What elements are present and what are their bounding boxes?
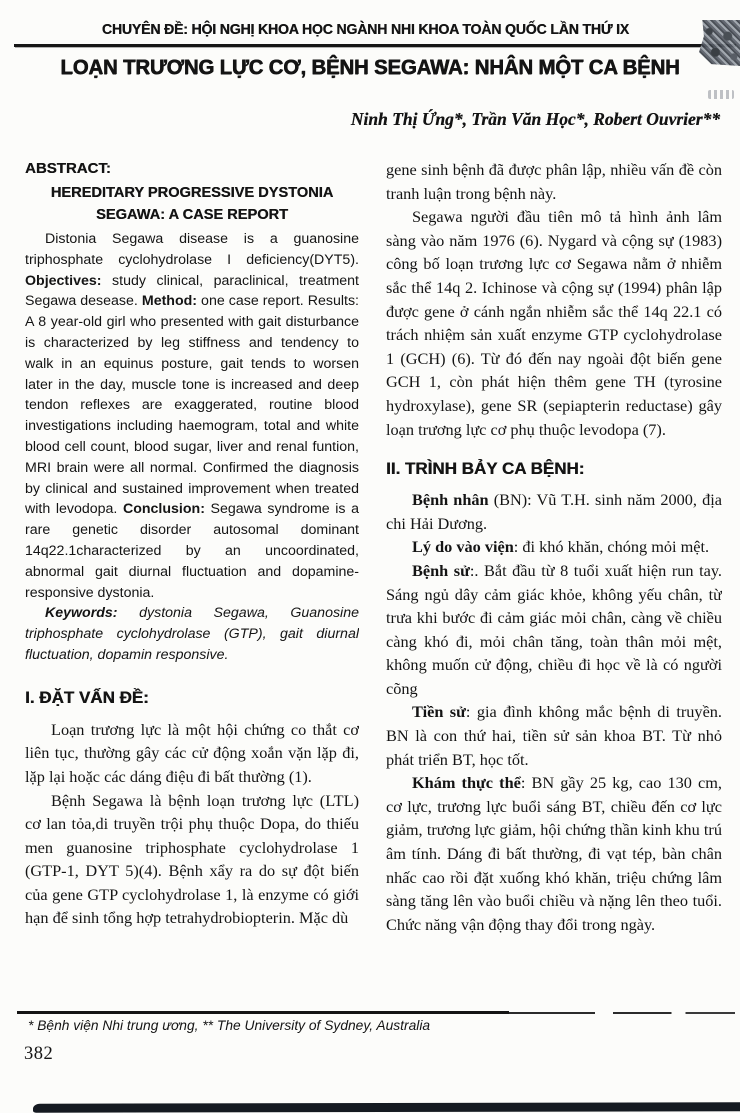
- abstract-title-line2: SEGAWA: A CASE REPORT: [96, 207, 288, 223]
- article-body: [25, 158, 722, 1010]
- intro-paragraph-2: Bệnh Segawa là bệnh loạn trương lực (LTL) cơ lan tỏa,di truyền trội phụ thuộc Dopa, do thiếu men guanosine triphosphate cyclohydrolase 1 (GTP-1, DYT 5)(4). Bệnh xẩy ra do sự đột biến của gene GTP cyclohydrolase 1, là enzyme có giới hạn để sinh tổng hợp tetrahydrobiopterin. Mặc dù: [25, 790, 359, 928]
- page-number: 382: [24, 1044, 54, 1064]
- article-title-text: LOẠN TRƯƠNG LỰC CƠ, BỆNH SEGAWA: NHÂN MỘT CA BỆNH: [60, 55, 680, 79]
- patient-paragraph: Bệnh nhân (BN): Vũ T.H. sinh năm 2000, địa chi Hải Dương.: [386, 490, 722, 533]
- abstract-label: ABSTRACT:: [25, 160, 111, 177]
- abstract-body: Distonia Segawa disease is a guanosine triphosphate cyclohydrolase I deficiency(DYT5). Objectives: study clinical, paraclinical, treatment Segawa desease. Method: one case report. Results: A 8 year-old girl who presented with gait disturbance is characterized by leg stiffness and tendency to walk in an equinus posture, gait tends to worsen later in the day, muscle tone is increased and deep tendon reflexes are exaggerated, routine blood investigations including haemogram, total and white blood cell count, blood sugar, liver and renal funtion, MRI brain were all normal. Confirmed the diagnosis by clinical and sustained improvement when treated with levodopa. Conclusion: Segawa syndrome is a rare genetic disorder autosomal dominant 14q22.1characterized by an uncoordinated, abnormal gait diurnal fluctuation and dopamine-responsive dystonia.: [25, 231, 359, 601]
- bottom-scan-edge: [33, 1102, 740, 1112]
- intro-paragraph-1: Loạn trương lực là một hội chứng co thắt cơ liên tục, thường gây các cử động xoắn vặn lặp đi, lặp lại hoặc các dáng điệu đi bất thường (1).: [25, 719, 359, 786]
- right-column: [386, 158, 722, 1010]
- section-2-heading: II. TRÌNH BẢY CA BỆNH:: [386, 459, 585, 479]
- footnote-divider-thin: [509, 1012, 735, 1014]
- article-title: [0, 55, 740, 80]
- abstract-title-line1: HEREDITARY PROGRESSIVE DYSTONIA: [50, 185, 334, 201]
- keywords-paragraph: Keywords: dystonia Segawa, Guanosine triphosphate cyclohydrolase (GTP), gait diurnal fluctuation, dopamin responsive.: [25, 605, 359, 663]
- admission-reason-paragraph: Lý do vào viện: đi khó khăn, chóng mỏi mệt.: [412, 537, 710, 557]
- header-divider: [14, 44, 736, 47]
- authors-line: Ninh Thị Ứng*, Trần Văn Học*, Robert Ouvrier**: [350, 109, 720, 129]
- family-history-paragraph: Tiền sử: gia đình không mắc bệnh di truyền. BN là con thứ hai, tiền sử sản khoa BT. Từ nhỏ phát triển BT, học tốt.: [386, 702, 722, 769]
- journal-header-text: CHUYÊN ĐỀ: HỘI NGHỊ KHOA HỌC NGÀNH NHI KHOA TOÀN QUỐC LẦN THỨ IX: [101, 21, 629, 38]
- history-paragraph: Segawa người đầu tiên mô tả hình ảnh lâm sàng vào năm 1976 (6). Nygard và cộng sự (1983) công bố loạn trương lực cơ Segawa nằm ở nhiễm sắc thể 14q 2. Ichinose và cộng sự (1994) phân lập được gene ở cánh ngắn nhiễm sắc thể 14q 22.1 có trách nhiệm sản xuất enzyme GTP cyclohydrolase 1 (GCH) (6). Từ đó đến nay ngoài đột biến gene GCH 1, còn phát hiện thêm gene TH (tyrosine hydroxylase), gene SR (sepiapterin reductase) gây loạn trương lực cơ phụ thuộc levodopa (7).: [386, 207, 722, 439]
- examination-paragraph: Khám thực thể: BN gầy 25 kg, cao 130 cm, cơ lực, trương lực buổi sáng BT, chiều đến cơ lực giảm, trương lực giảm, hội chứng thần kinh khu trú âm tính. Dáng đi bất thường, đi vạt tép, bàn chân nhấc cao rồi đặt xuống khó khăn, triệu chứng lâm sàng tăng lên vào buổi chiều và nặng lên theo tuổi. Chức năng vận động thay đổi trong ngày.: [386, 773, 722, 934]
- section-1-heading: I. ĐẶT VẤN ĐỀ:: [25, 687, 149, 707]
- left-column: [25, 158, 359, 1010]
- journal-header: [0, 21, 730, 38]
- footnote: * Bệnh viện Nhi trung ương, ** The University of Sydney, Australia: [28, 1018, 431, 1033]
- disease-history-paragraph: Bệnh sử:. Bắt đầu từ 8 tuổi xuất hiện run tay. Sáng ngủ dây cảm giác khỏe, không yếu chân, từ trưa khi bước đi cảm giác mỏi chân, càng về chiều càng khó đi, mỏi chân tăng, toàn thân mỏi mệt, không muốn cử động, chiều đi học về là có người cõng: [386, 560, 722, 698]
- scan-artifact-mark: [708, 90, 734, 99]
- footnote-divider: [17, 1011, 509, 1014]
- continuation-paragraph: gene sinh bệnh đã được phân lập, nhiều vấn đề còn tranh luận trong bệnh này.: [386, 160, 722, 203]
